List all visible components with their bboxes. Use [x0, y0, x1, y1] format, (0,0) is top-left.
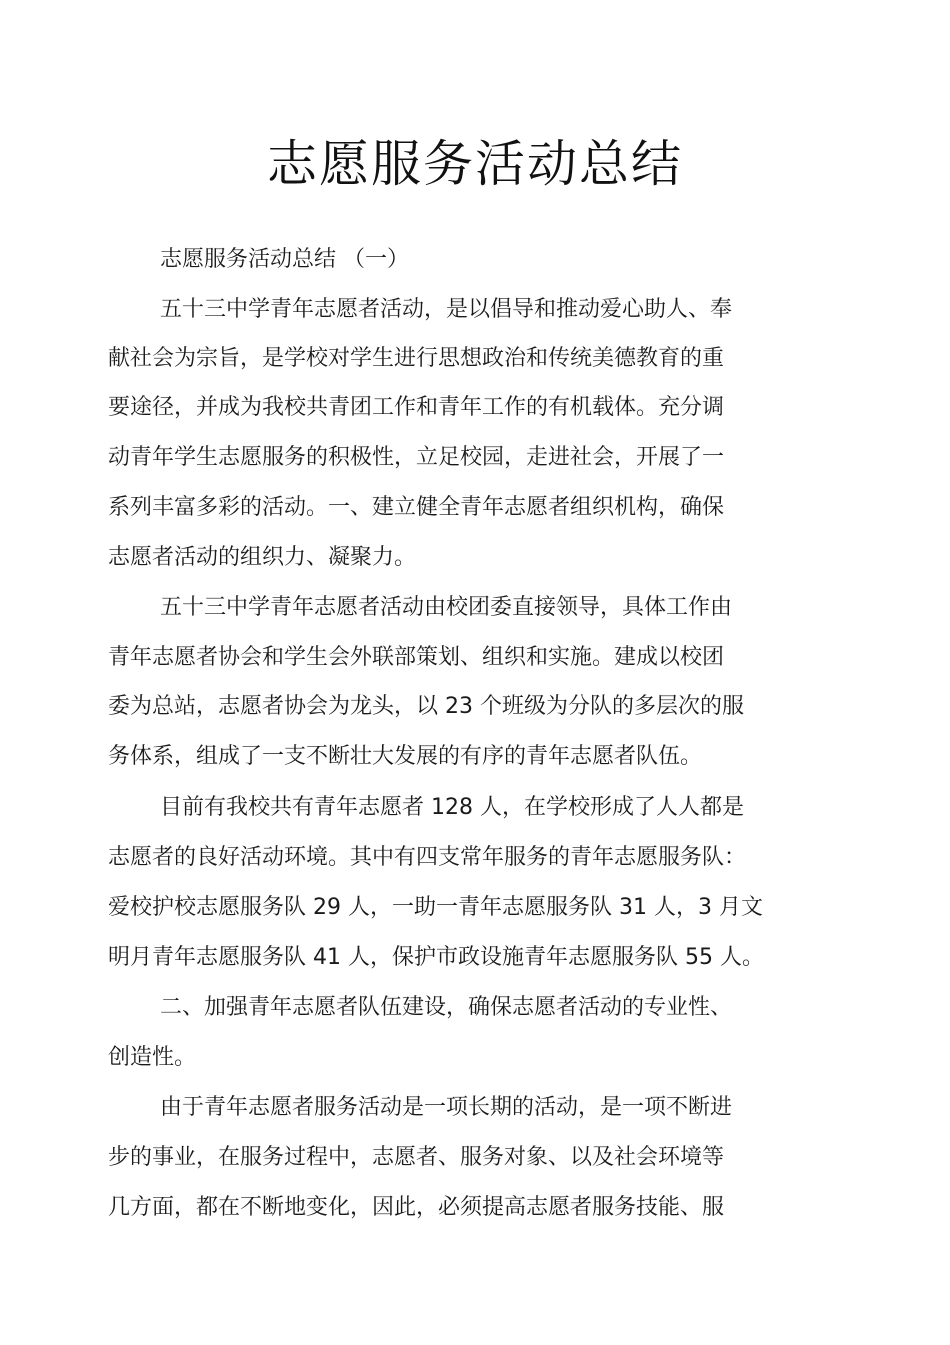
paragraph-line: 志愿者活动的组织力、凝聚力。	[108, 545, 417, 570]
paragraph-line: 志愿者的良好活动环境。其中有四支常年服务的青年志愿服务队：	[108, 845, 747, 870]
paragraph-line: 五十三中学青年志愿者活动，是以倡导和推动爱心助人、奉	[160, 297, 733, 322]
paragraph-line: 二、加强青年志愿者队伍建设，确保志愿者活动的专业性、	[160, 995, 733, 1020]
paragraph-line: 青年志愿者协会和学生会外联部策划、组织和实施。建成以校团	[108, 645, 725, 670]
paragraph-line: 创造性。	[108, 1045, 197, 1070]
paragraph-line: 动青年学生志愿服务的积极性，立足校园，走进社会，开展了一	[108, 445, 725, 470]
paragraph-line: 目前有我校共有青年志愿者 128 人，在学校形成了人人都是	[160, 795, 744, 820]
paragraph-line: 务体系，组成了一支不断壮大发展的有序的青年志愿者队伍。	[108, 744, 703, 769]
paragraph-line: 要途径，并成为我校共青团工作和青年工作的有机载体。充分调	[108, 395, 725, 420]
paragraph-line: 步的事业，在服务过程中，志愿者、服务对象、以及社会环境等	[108, 1145, 725, 1170]
paragraph-line: 爱校护校志愿服务队 29 人，一助一青年志愿服务队 31 人，3 月文	[108, 895, 763, 920]
paragraph-line: 明月青年志愿服务队 41 人，保护市政设施青年志愿服务队 55 人。	[108, 945, 764, 970]
document-title: 志愿服务活动总结	[267, 135, 683, 193]
paragraph-line: 系列丰富多彩的活动。一、建立健全青年志愿者组织机构，确保	[108, 495, 725, 520]
paragraph-line: 几方面，都在不断地变化，因此，必须提高志愿者服务技能、服	[108, 1195, 725, 1220]
paragraph-line: 委为总站，志愿者协会为龙头，以 23 个班级为分队的多层次的服	[108, 694, 744, 719]
section-heading: 志愿服务活动总结 （一）	[160, 247, 409, 272]
paragraph-line: 献社会为宗旨，是学校对学生进行思想政治和传统美德教育的重	[108, 346, 725, 371]
paragraph-line: 由于青年志愿者服务活动是一项长期的活动，是一项不断进	[160, 1095, 733, 1120]
paragraph-line: 五十三中学青年志愿者活动由校团委直接领导，具体工作由	[160, 595, 733, 620]
